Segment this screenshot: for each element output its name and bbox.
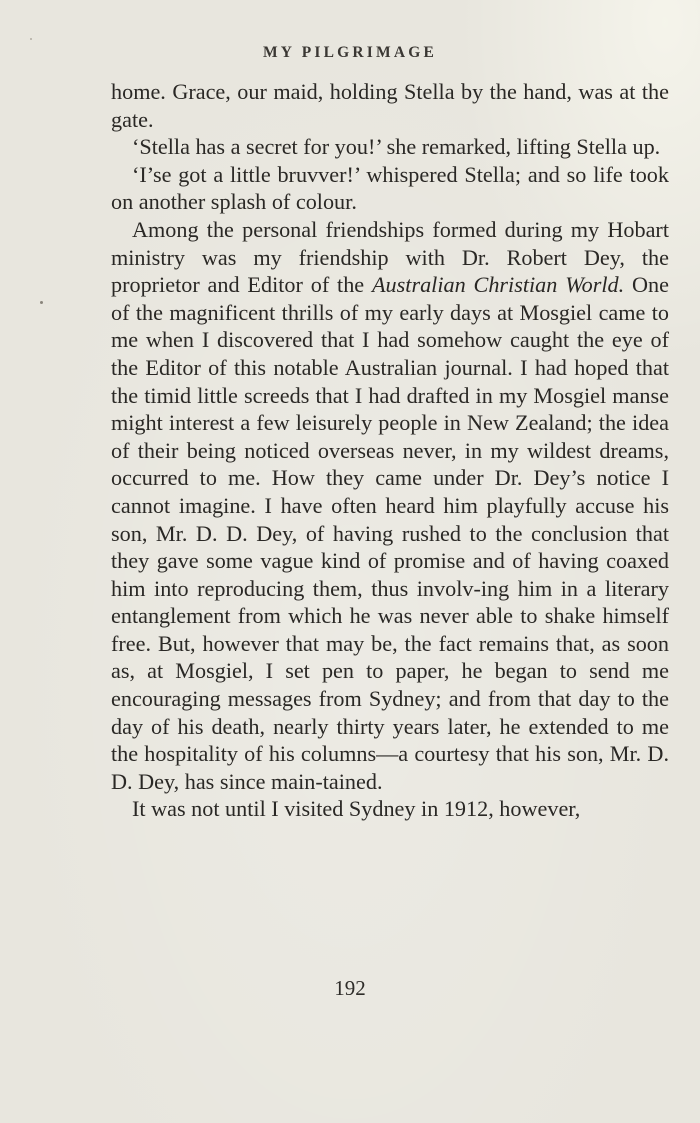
paragraph-text: home. Grace, our maid, holding Stella by the hand, was at the gate.: [111, 79, 669, 132]
running-head: MY PILGRIMAGE: [262, 44, 438, 61]
body-text: [111, 78, 669, 823]
paragraph: [111, 161, 669, 216]
paragraph: [111, 795, 669, 823]
paragraph-text: Among the personal friendships formed during my Hobart ministry was my friendship with Dr. Robert Dey, the proprietor and Editor of the: [111, 216, 669, 298]
paragraph-text: ‘Stella has a secret for you!’ she remarked, lifting Stella up.: [132, 134, 661, 160]
paragraph: [111, 133, 669, 161]
paragraph-text: It was not until I visited Sydney in 1912, however,: [132, 796, 581, 822]
paragraph: [111, 216, 669, 795]
page-number: 192: [334, 976, 366, 1000]
italic-title-text: Australian Christian World.: [372, 272, 625, 298]
paper-speck: [30, 38, 32, 40]
paragraph-text: One of the magnificent thrills of my early days at Mosgiel came to me when I discovered that I had somehow caught the eye of the Editor of this notable Australian journal. I had hoped that the timid little screeds that I had drafted in my Mosgiel manse might interest a few leisurely people in New Zealand; the idea of their being noticed overseas never, in my wildest dreams, occurred to me. How they came under Dr. Dey’s notice I cannot imagine. I have often heard him playfully accuse his son, Mr. D. D. Dey, of having rushed to the conclusion that they gave some vague kind of promise and of having coaxed him into reproducing them, thus involv-ing him in a literary entanglement from which he was never able to shake himself free. But, however that may be, the fact remains that, as soon as, at Mosgiel, I set pen to paper, he began to send me encouraging messages from Sydney; and from that day to the day of his death, nearly thirty years later, he extended to me the hospitality of his columns—a courtesy that his son, Mr. D. D. Dey, has since main-tained.: [111, 272, 669, 794]
paragraph: [111, 78, 669, 133]
paper-speck: [40, 301, 43, 304]
paragraph-text: ‘I’se got a little bruvver!’ whispered Stella; and so life took on another splash of colour.: [111, 161, 669, 215]
